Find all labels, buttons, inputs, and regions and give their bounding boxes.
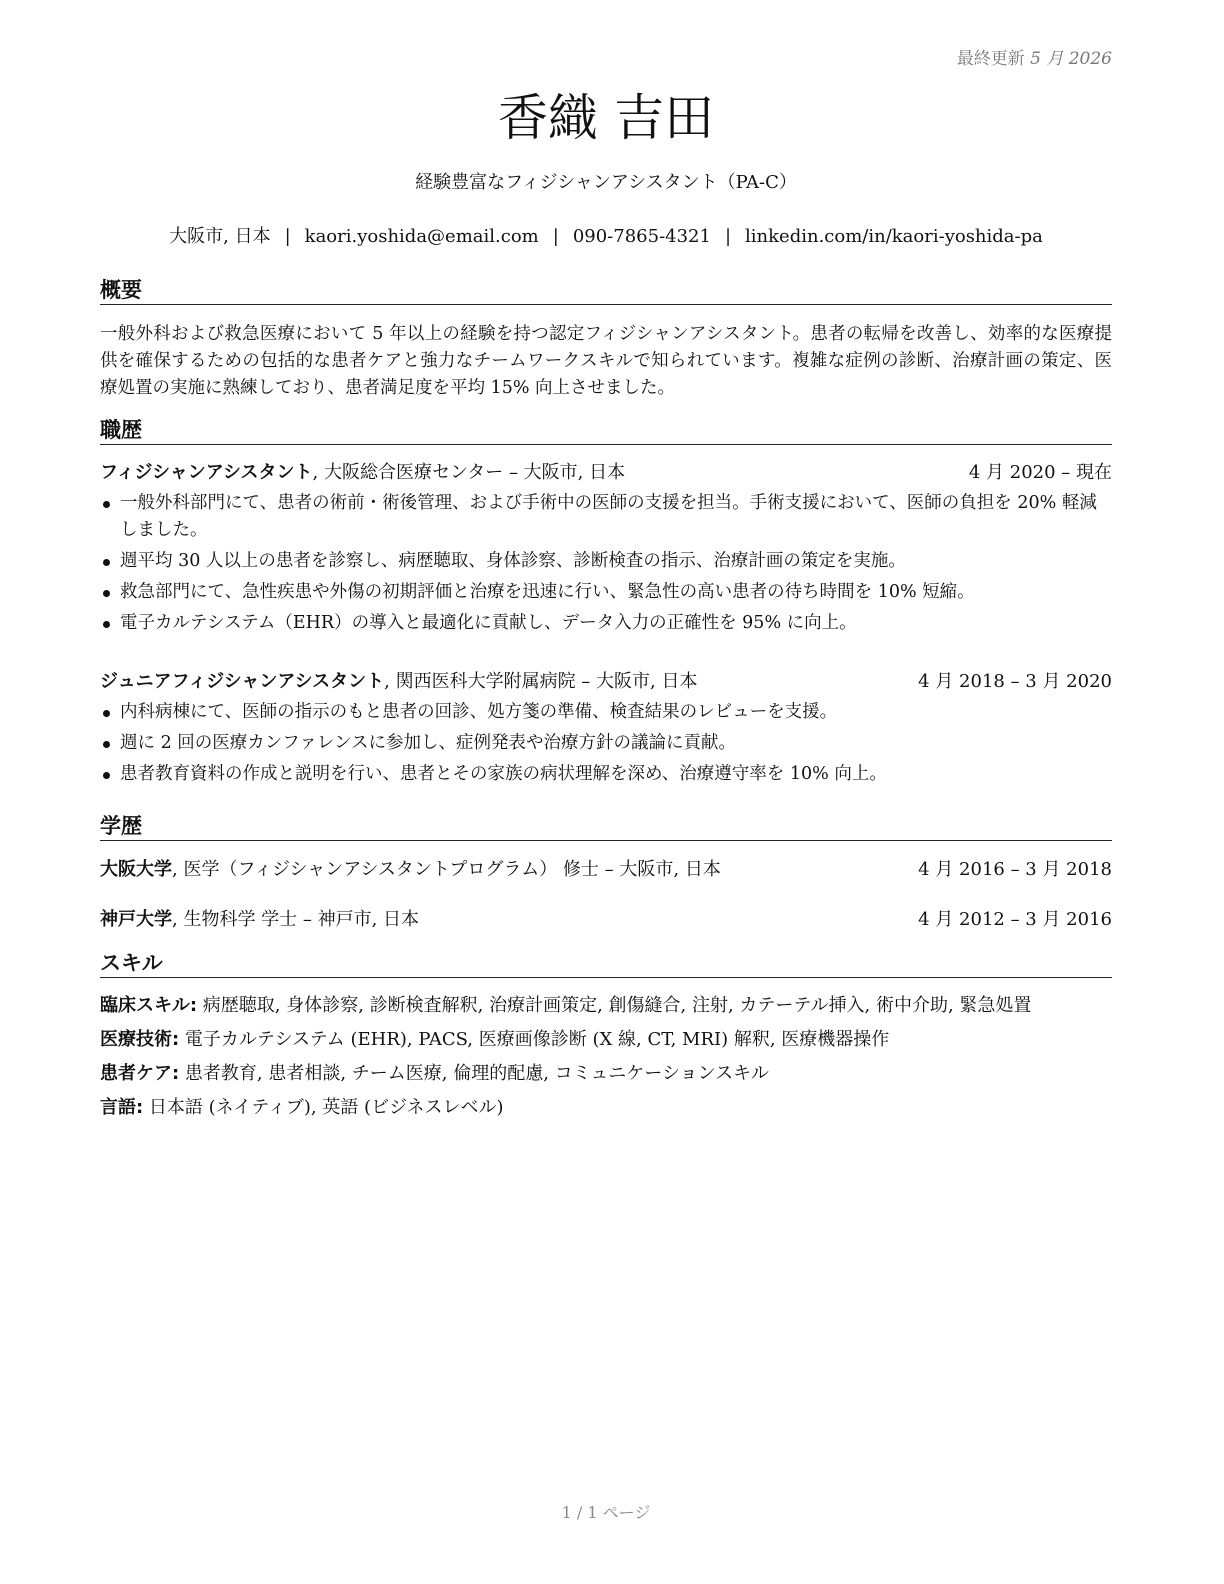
contact-separator: | [724, 226, 732, 247]
last-updated [957, 44, 1112, 69]
contact-line [100, 224, 1112, 250]
job-bullets [100, 699, 1112, 792]
skill-value: 病歴聴取, 身体診察, 診断検査解釈, 治療計画策定, 創傷縫合, 注射, カテーテル挿入, 術中介助, 緊急処置 [197, 995, 1032, 1016]
skill-row [100, 993, 1112, 1019]
job-org: , 関西医科大学附属病院 – 大阪市, 日本 [384, 671, 698, 692]
last-updated-date: 5 月 2026 [1030, 49, 1112, 69]
education-school: 大阪大学 [100, 859, 172, 880]
section-title-experience: 職歴 [100, 416, 1112, 445]
list-item: 患者教育資料の作成と説明を行い、患者とその家族の病状理解を深め、治療遵守率を 10% 向上。 [100, 761, 1112, 788]
education-item [100, 857, 1112, 883]
contact-email[interactable]: kaori.yoshida@email.com [304, 226, 539, 247]
education-item [100, 907, 1112, 933]
section-title-education: 学歴 [100, 812, 1112, 841]
job-heading [100, 669, 1112, 695]
skill-row [100, 1061, 1112, 1087]
skill-label: 患者ケア: [100, 1063, 180, 1084]
candidate-name: 香織 吉田 [498, 89, 714, 147]
job-title-org [100, 669, 697, 695]
job-bullets [100, 490, 1112, 641]
skill-label: 臨床スキル: [100, 995, 198, 1016]
list-item: 内科病棟にて、医師の指示のもと患者の回診、処方箋の準備、検査結果のレビューを支援。 [100, 699, 1112, 726]
candidate-headline: 経験豊富なフィジシャンアシスタント（PA-C） [415, 172, 797, 193]
education-school: 神戸大学 [100, 909, 172, 930]
job-dates: 4 月 2018 – 3 月 2020 [918, 671, 1112, 692]
last-updated-label: 最終更新 [956, 49, 1025, 69]
job-role: ジュニアフィジシャンアシスタント [100, 671, 385, 692]
list-item: 一般外科部門にて、患者の術前・術後管理、および手術中の医師の支援を担当。手術支援において、医師の負担を 20% 軽減しました。 [100, 490, 1112, 544]
contact-linkedin[interactable]: linkedin.com/in/kaori-yoshida-pa [745, 226, 1043, 247]
page-number: 1 / 1 ページ [561, 1503, 651, 1522]
section-title-skills: スキル [100, 949, 1112, 978]
job-org: , 大阪総合医療センター – 大阪市, 日本 [312, 462, 626, 483]
list-item: 救急部門にて、急性疾患や外傷の初期評価と治療を迅速に行い、緊急性の高い患者の待ち時間を 10% 短縮。 [100, 579, 1112, 606]
summary-text: 一般外科および救急医療において 5 年以上の経験を持つ認定フィジシャンアシスタント。患者の転帰を改善し、効率的な医療提供を確保するための包括的な患者ケアと強力なチームワークスキルで知られています。複雑な症例の診断、治療計画の策定、医療処置の実施に熟練しており、患者満足度を平均 15% 向上させました。 [100, 324, 1112, 398]
job-dates: 4 月 2020 – 現在 [968, 462, 1112, 483]
contact-location: 大阪市, 日本 [169, 226, 271, 247]
contact-separator: | [552, 226, 559, 247]
skill-row [100, 1095, 1112, 1121]
skills-list [100, 993, 1112, 1129]
job-role: フィジシャンアシスタント [100, 462, 313, 483]
education-dates: 4 月 2016 – 3 月 2018 [918, 859, 1112, 880]
list-item: 週平均 30 人以上の患者を診察し、病歴聴取、身体診察、診断検査の指示、治療計画の策定を実施。 [100, 548, 1112, 575]
education-degree: , 医学（フィジシャンアシスタントプログラム） 修士 – 大阪市, 日本 [172, 859, 721, 880]
skill-label: 言語: [100, 1097, 144, 1118]
education-degree: , 生物科学 学士 – 神戸市, 日本 [172, 909, 420, 930]
skill-label: 医療技術: [100, 1029, 180, 1050]
list-item: 週に 2 回の医療カンファレンスに参加し、症例発表や治療方針の議論に貢献。 [100, 730, 1112, 757]
skill-value: 日本語 (ネイティブ), 英語 (ビジネスレベル) [143, 1097, 504, 1118]
section-title-summary: 概要 [100, 276, 1112, 305]
contact-phone: 090-7865-4321 [572, 226, 711, 247]
skill-value: 電子カルテシステム (EHR), PACS, 医療画像診断 (X 線, CT, MRI) 解釈, 医療機器操作 [179, 1029, 890, 1050]
job-title-org [100, 460, 625, 486]
contact-separator: | [284, 226, 291, 247]
list-item: 電子カルテシステム（EHR）の導入と最適化に貢献し、データ入力の正確性を 95% に向上。 [100, 610, 1112, 637]
skill-value: 患者教育, 患者相談, チーム医療, 倫理的配慮, コミュニケーションスキル [179, 1063, 769, 1084]
education-dates: 4 月 2012 – 3 月 2016 [918, 909, 1112, 930]
skill-row [100, 1027, 1112, 1053]
job-heading [100, 460, 1112, 486]
education-school-degree [100, 857, 721, 883]
education-school-degree [100, 907, 419, 933]
